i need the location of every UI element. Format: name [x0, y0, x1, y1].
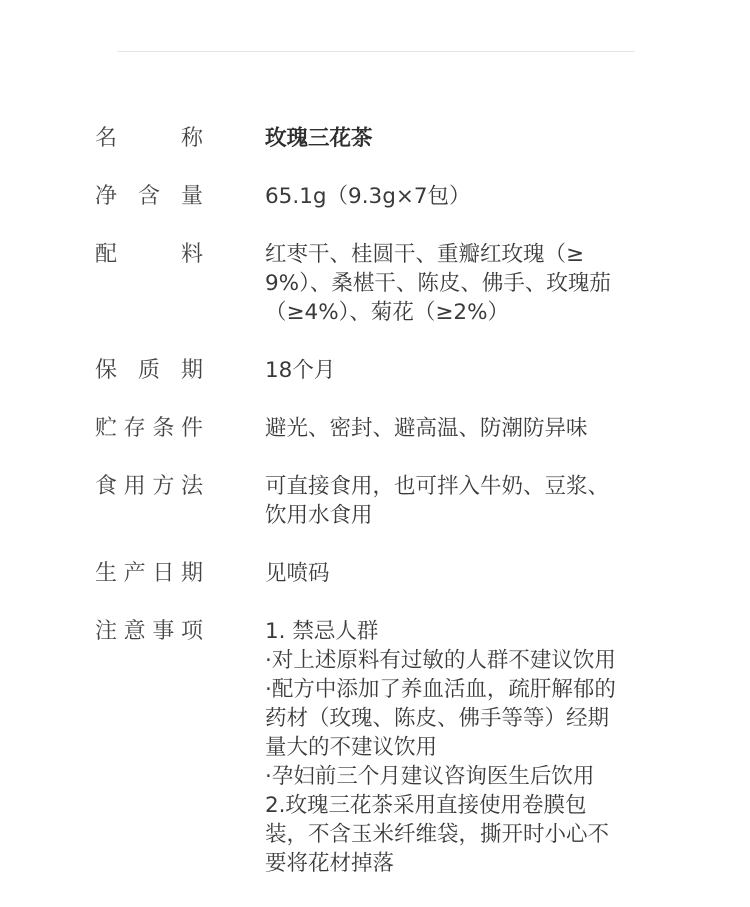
spec-label	[95, 472, 203, 501]
spec-label	[95, 182, 203, 211]
spec-row-storage	[95, 414, 675, 443]
label-char: 保	[95, 358, 118, 383]
spec-row-name	[95, 124, 675, 153]
label-char: 名	[95, 126, 118, 151]
label-char: 注	[95, 619, 118, 644]
label-char: 含	[137, 184, 160, 209]
label-char: 条	[152, 416, 175, 441]
top-divider	[117, 51, 635, 52]
label-char: 件	[180, 416, 203, 441]
spec-label	[95, 414, 203, 443]
label-char: 贮	[95, 416, 118, 441]
spec-label	[95, 559, 203, 588]
spec-value: 1. 禁忌人群 ·对上述原料有过敏的人群不建议饮用 ·配方中添加了养血活血，疏肝解郁的 药材（玫瑰、陈皮、佛手等等）经期 量大的不建议饮用 ·孕妇前三个月建议咨询医生后饮用 2.玫瑰三花茶采用直接使用卷膜包 装，不含玉米纤维袋，撕开时小心不 要将花材掉落	[265, 619, 616, 876]
label-char: 食	[95, 474, 118, 499]
spec-value: 65.1g（9.3g×7包）	[265, 184, 471, 209]
spec-label	[95, 617, 203, 646]
label-char: 量	[180, 184, 203, 209]
spec-value: 18个月	[265, 358, 336, 383]
label-char: 配	[95, 242, 118, 267]
spec-label	[95, 124, 203, 153]
label-char: 期	[180, 358, 203, 383]
spec-row-shelf-life	[95, 356, 675, 385]
label-char: 日	[152, 561, 175, 586]
spec-value: 避光、密封、避高温、防潮防异味	[265, 416, 588, 441]
label-char: 料	[180, 242, 203, 267]
label-char: 方	[152, 474, 175, 499]
label-char: 期	[180, 561, 203, 586]
spec-label	[95, 356, 203, 385]
label-char: 意	[123, 619, 146, 644]
product-spec-table	[95, 124, 675, 907]
spec-row-notes	[95, 617, 675, 878]
spec-row-production-date	[95, 559, 675, 588]
label-char: 事	[152, 619, 175, 644]
label-char: 存	[123, 416, 146, 441]
spec-row-net-content	[95, 182, 675, 211]
spec-row-usage	[95, 472, 675, 530]
label-char: 用	[123, 474, 146, 499]
label-char: 净	[95, 184, 118, 209]
spec-value: 红枣干、桂圆干、重瓣红玫瑰（≥ 9%）、桑椹干、陈皮、佛手、玫瑰茄 （≥4%）、菊花（≥2%）	[265, 242, 611, 325]
label-char: 法	[180, 474, 203, 499]
spec-value: 见喷码	[265, 561, 330, 586]
spec-value: 玫瑰三花茶	[265, 126, 373, 151]
spec-label	[95, 240, 203, 269]
label-char: 项	[180, 619, 203, 644]
spec-row-ingredients	[95, 240, 675, 327]
label-char: 产	[123, 561, 146, 586]
label-char: 生	[95, 561, 118, 586]
spec-value: 可直接食用，也可拌入牛奶、豆浆、 饮用水食用	[265, 474, 610, 528]
label-char: 质	[137, 358, 160, 383]
label-char: 称	[180, 126, 203, 151]
